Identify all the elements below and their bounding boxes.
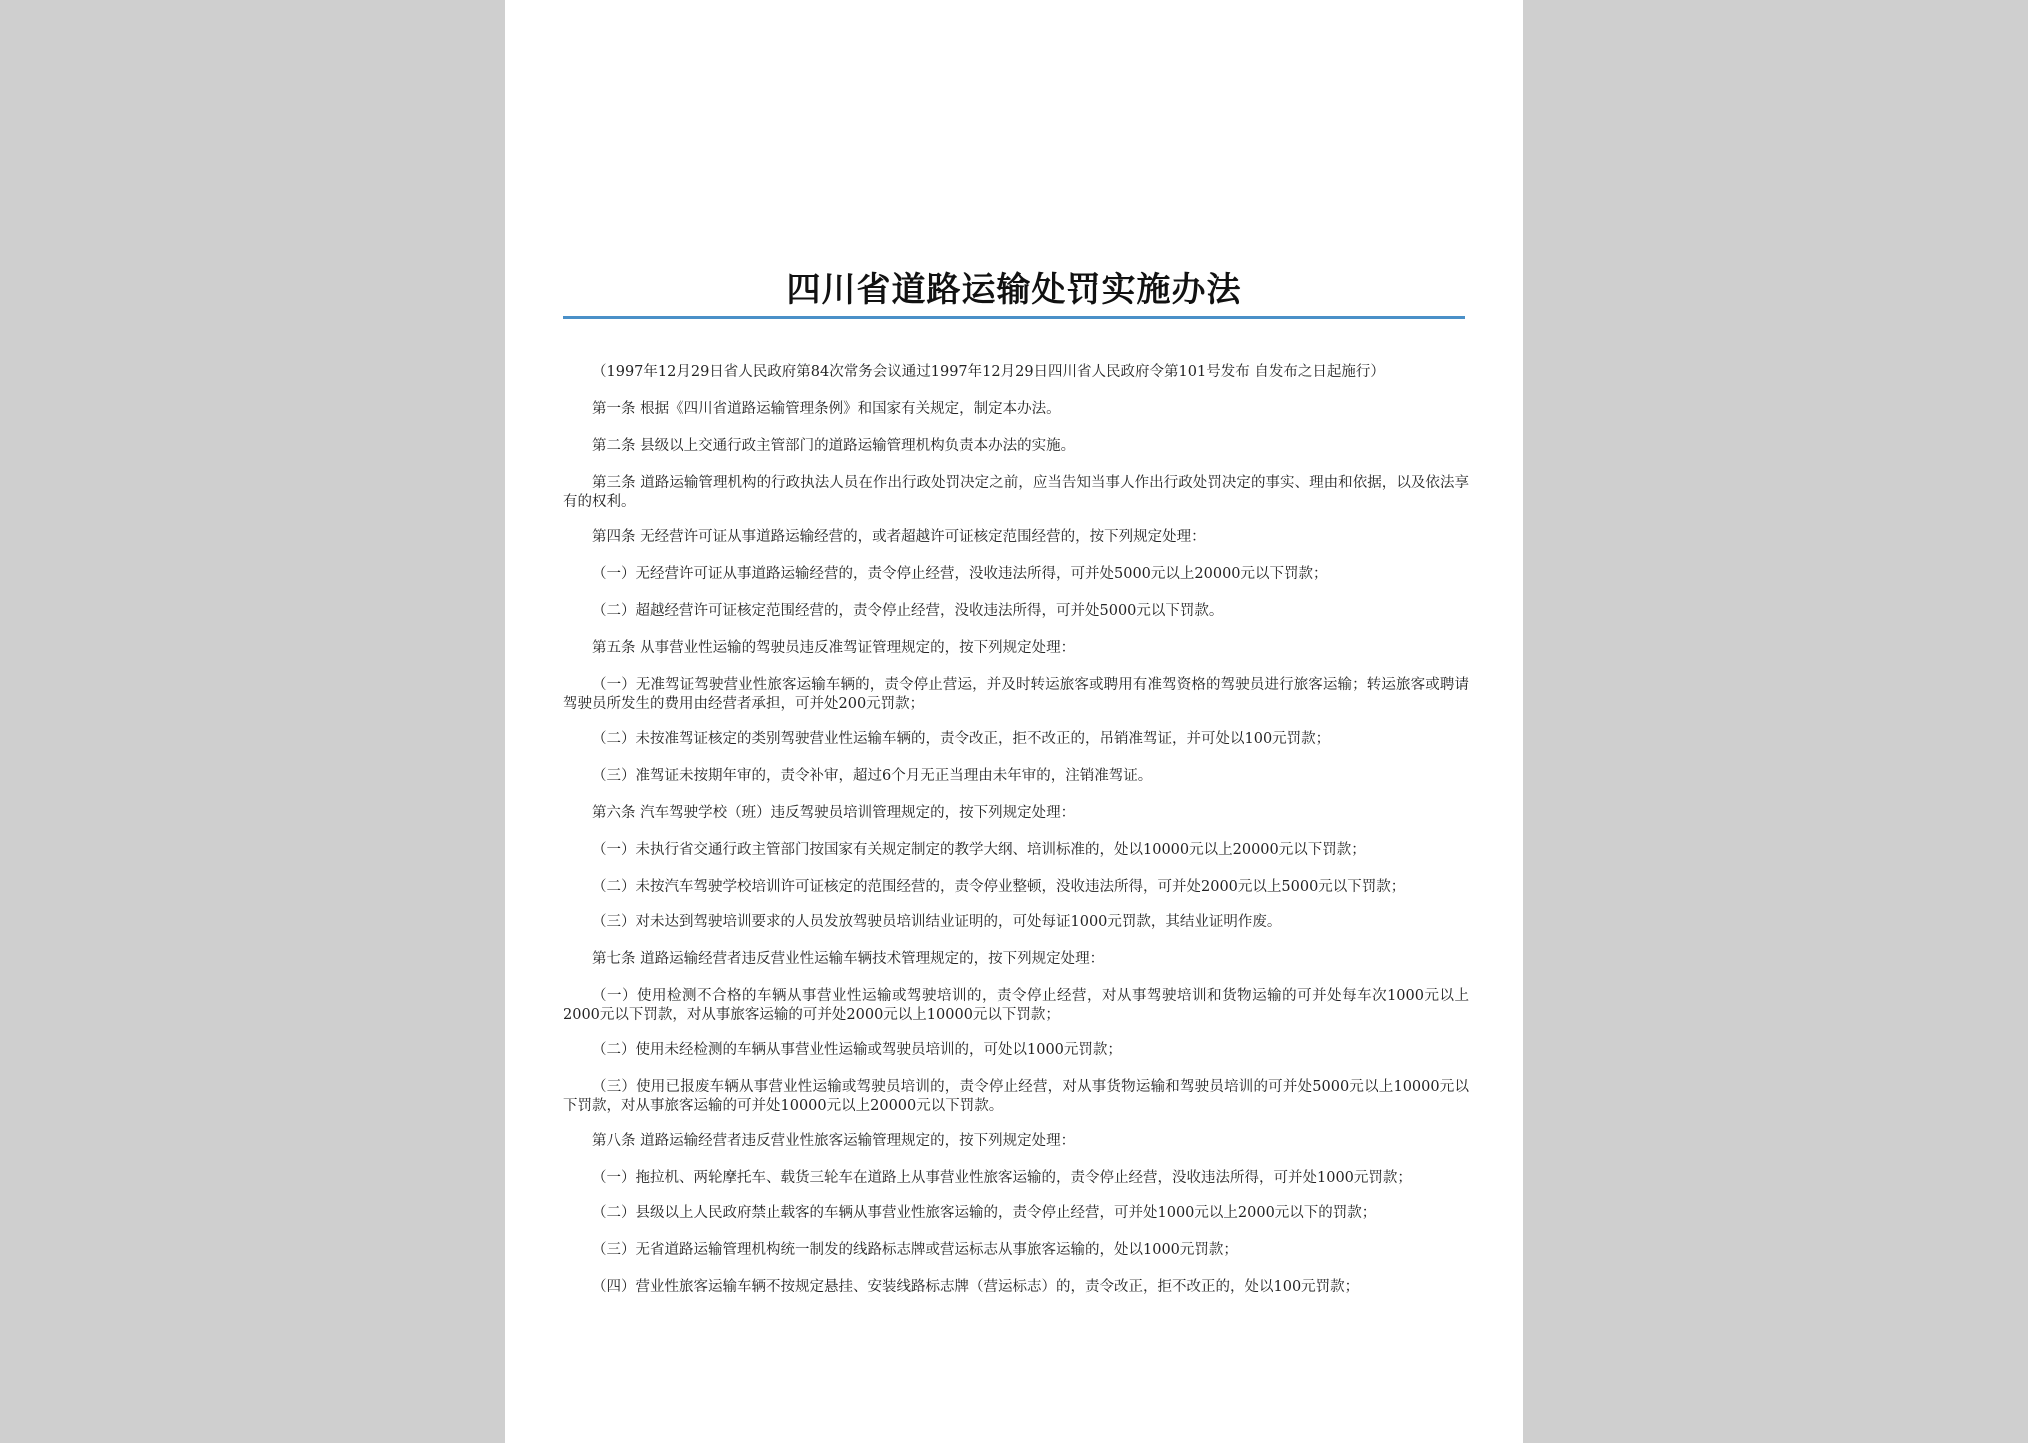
article-4-item-2: （二）超越经营许可证核定范围经营的，责令停止经营，没收违法所得，可并处5000元以下罚款。 xyxy=(592,603,1224,619)
article-7-item-1: （一）使用检测不合格的车辆从事营业性运输或驾驶培训的，责令停止经营，对从事驾驶培训和货物运输的可并处每车次1000元以上2000元以下罚款，对从事旅客运输的可并处2000元以上10000元以下罚款； xyxy=(563,988,1469,1023)
article-7: 第七条 道路运输经营者违反营业性运输车辆技术管理规定的，按下列规定处理： xyxy=(592,951,1105,967)
article-4: 第四条 无经营许可证从事道路运输经营的，或者超越许可证核定范围经营的，按下列规定处理： xyxy=(592,529,1206,545)
article-7-item-3: （三）使用已报废车辆从事营业性运输或驾驶员培训的，责令停止经营，对从事货物运输和驾驶员培训的可并处5000元以上10000元以下罚款，对从事旅客运输的可并处10000元以上20000元以下罚款。 xyxy=(563,1079,1469,1114)
article-2: 第二条 县级以上交通行政主管部门的道路运输管理机构负责本办法的实施。 xyxy=(592,438,1076,454)
document-title: 四川省道路运输处罚实施办法 xyxy=(786,270,1242,310)
article-8-item-4: （四）营业性旅客运输车辆不按规定悬挂、安装线路标志牌（营运标志）的，责令改正，拒不改正的，处以100元罚款； xyxy=(592,1279,1360,1295)
article-3: 第三条 道路运输管理机构的行政执法人员在作出行政处罚决定之前，应当告知当事人作出行政处罚决定的事实、理由和依据，以及依法享有的权利。 xyxy=(563,475,1469,510)
article-8-item-2: （二）县级以上人民政府禁止载客的车辆从事营业性旅客运输的，责令停止经营，可并处1000元以上2000元以下的罚款； xyxy=(592,1205,1377,1221)
article-5-item-1: （一）无准驾证驾驶营业性旅客运输车辆的，责令停止营运，并及时转运旅客或聘用有准驾资格的驾驶员进行旅客运输；转运旅客或聘请驾驶员所发生的费用由经营者承担，可并处200元罚款； xyxy=(563,677,1469,712)
preamble: （1997年12月29日省人民政府第84次常务会议通过1997年12月29日四川省人民政府令第101号发布 自发布之日起施行） xyxy=(592,364,1385,380)
document-page xyxy=(505,0,1523,1443)
article-7-item-2: （二）使用未经检测的车辆从事营业性运输或驾驶员培训的，可处以1000元罚款； xyxy=(592,1042,1122,1058)
article-6-item-3: （三）对未达到驾驶培训要求的人员发放驾驶员培训结业证明的，可处每证1000元罚款，其结业证明作废。 xyxy=(592,914,1282,930)
article-8-item-1: （一）拖拉机、两轮摩托车、载货三轮车在道路上从事营业性旅客运输的，责令停止经营，没收违法所得，可并处1000元罚款； xyxy=(592,1170,1412,1186)
title-underline xyxy=(563,316,1465,319)
article-8-item-3: （三）无省道路运输管理机构统一制发的线路标志牌或营运标志从事旅客运输的，处以1000元罚款； xyxy=(592,1242,1238,1258)
article-5-item-3: （三）准驾证未按期年审的，责令补审，超过6个月无正当理由未年审的，注销准驾证。 xyxy=(592,768,1153,784)
article-6: 第六条 汽车驾驶学校（班）违反驾驶员培训管理规定的，按下列规定处理： xyxy=(592,805,1076,821)
document-body xyxy=(563,363,1469,1315)
article-8: 第八条 道路运输经营者违反营业性旅客运输管理规定的，按下列规定处理： xyxy=(592,1133,1076,1149)
article-4-item-1: （一）无经营许可证从事道路运输经营的，责令停止经营，没收违法所得，可并处5000元以上20000元以下罚款； xyxy=(592,566,1328,582)
article-6-item-1: （一）未执行省交通行政主管部门按国家有关规定制定的教学大纲、培训标准的，处以10000元以上20000元以下罚款； xyxy=(592,842,1366,858)
article-6-item-2: （二）未按汽车驾驶学校培训许可证核定的范围经营的，责令停业整顿，没收违法所得，可并处2000元以上5000元以下罚款； xyxy=(592,879,1406,895)
article-5-item-2: （二）未按准驾证核定的类别驾驶营业性运输车辆的，责令改正，拒不改正的，吊销准驾证，并可处以100元罚款； xyxy=(592,731,1331,747)
article-1: 第一条 根据《四川省道路运输管理条例》和国家有关规定，制定本办法。 xyxy=(592,401,1061,417)
article-5: 第五条 从事营业性运输的驾驶员违反准驾证管理规定的，按下列规定处理： xyxy=(592,640,1076,656)
